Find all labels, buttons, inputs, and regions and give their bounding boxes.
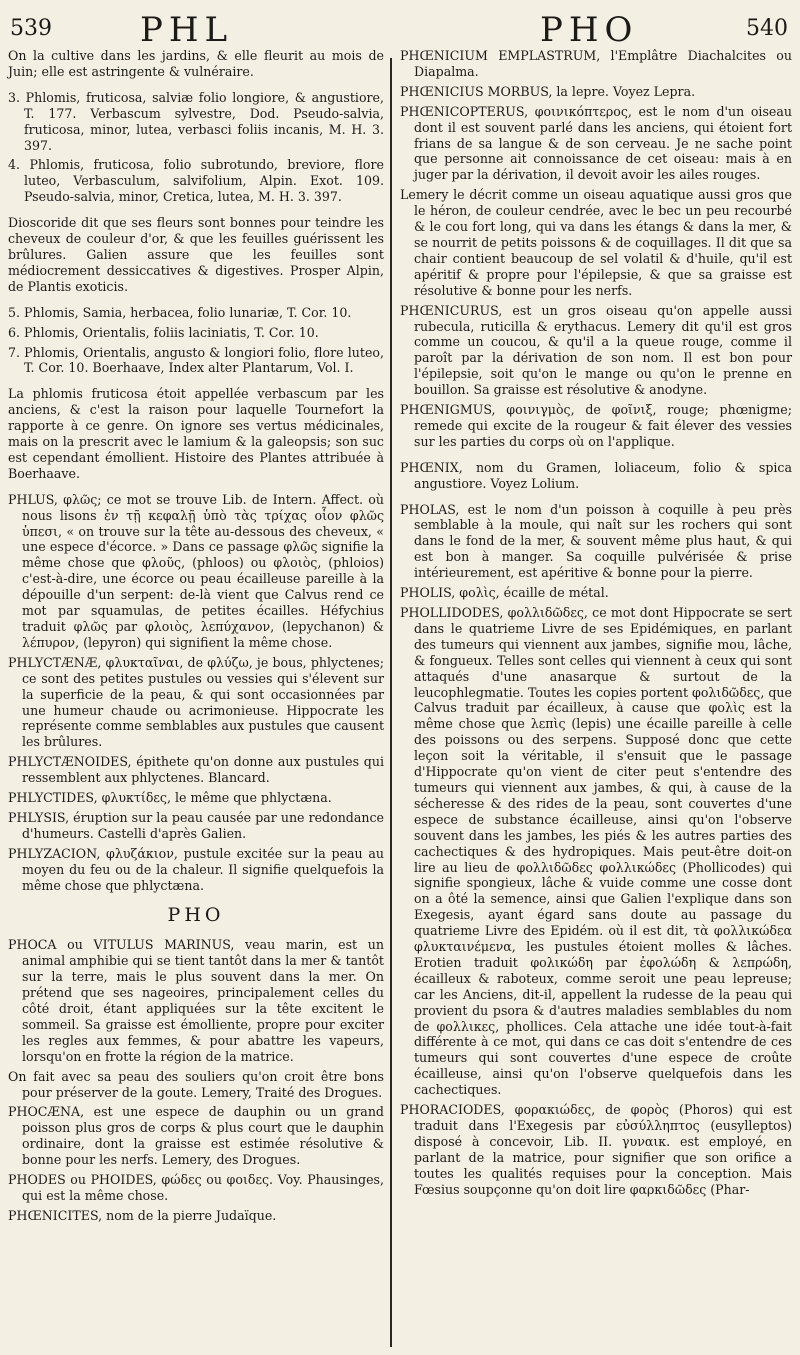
dictionary-entry: PHLYCTÆNOIDES, épithete qu'on donne aux pustules qui ressemblent aux phlyctenes. Blancard.	[8, 754, 384, 786]
dictionary-entry: PHŒNIGMUS, φοινιγμὸς, de φοῖνιξ, rouge; phœnigme; remede qui excite de la rougeur & fait élever des vessies sur les parties du corps où on l'applique.	[400, 402, 792, 449]
dictionary-entry: PHLYSIS, éruption sur la peau causée par une redondance d'humeurs. Castelli d'après Galien.	[8, 809, 384, 841]
dictionary-entry: PHŒNICOPTERUS, φοινικόπτερος, est le nom d'un oiseau dont il est souvent parlé dans les anciens, qui étoient fort frians de sa langue & de son cerveau. Je ne sache point que personne ait connoissance de cet oiseau: mais à en juger par la dérivation, il devoit avoir les ailes rouges.	[400, 103, 792, 183]
right-column	[400, 48, 792, 1202]
dictionary-entry: PHOLAS, est le nom d'un poisson à coquille à peu près semblable à la moule, qui naît sur les rochers qui sont dans le fond de la mer, & souvent même plus haut, & qui est bon à manger. Sa coquille pulvérisée & prise intérieurement, est apéritive & bonne pour la pierre.	[400, 501, 792, 581]
column-divider	[390, 58, 392, 1347]
dictionary-entry: PHŒNICIUM EMPLASTRUM, l'Emplâtre Diachalcites ou Diapalma.	[400, 48, 792, 79]
species-entry: 7. Phlomis, Orientalis, angusto & longiori folio, flore luteo, T. Cor. 10. Boerhaave, Index alter Plantarum, Vol. I.	[8, 344, 384, 376]
running-head-right: PHO	[540, 10, 639, 50]
dictionary-entry: PHŒNICIUS MORBUS, la lepre. Voyez Lepra.	[400, 83, 696, 99]
dictionary-entry: PHLYCTIDES, φλυκτίδες, le même que phlyctæna.	[8, 790, 332, 806]
entry-text: On fait avec sa peau des souliers qu'on croit être bons pour préserver de la goute. Lemery, Traité des Drogues.	[8, 1068, 384, 1100]
entry-text: La phlomis fruticosa étoit appellée verbascum par les anciens, & c'est la raison pour laquelle Tournefort la rapporte à ce genre. On ignore ses vertus médicinales, mais on la prescrit avec le lamium & la galeopsis; son suc est cependant émollient. Histoire des Plantes attribuée à Boerhaave.	[8, 386, 384, 481]
dictionary-entry: PHORACIODES, φορακιώδες, de φορὸς (Phoros) qui est traduit dans l'Exegesis par εὐσύλληπτος (eusylleptos) disposé à concevoir, Lib. II. γυναικ. est employé, en parlant de la matrice, pour signifier que son orifice a toutes les qualités requises pour la conception. Mais Fœsius soupçonne qu'on doit lire φαρκιδῶδες (Phar-	[400, 1102, 792, 1197]
dictionary-entry: PHŒNICITES, nom de la pierre Judaïque.	[8, 1207, 277, 1223]
dictionary-entry: PHOLIS, φολὶς, écaille de métal.	[400, 585, 609, 601]
species-entry: 5. Phlomis, Samia, herbacea, folio lunariæ, T. Cor. 10.	[8, 304, 352, 320]
dictionary-entry: PHODES ou PHOIDES, φώδες ou φοιδες. Voy. Phausinges, qui est la même chose.	[8, 1172, 384, 1203]
dictionary-entry: PHLYZACION, φλυζάκιον, pustule excitée sur la peau au moyen du feu ou de la chaleur. Il signifie quelquefois la même chose que phlyctæna.	[8, 845, 384, 893]
dictionary-entry: PHOCÆNA, est une espece de dauphin ou un grand poisson plus gros de corps & plus court que le dauphin ordinaire, dont la graisse est estimée résolutive & bonne pour les nerfs. Lemery, des Drogues.	[8, 1104, 384, 1168]
entry-text: Lemery le décrit comme un oiseau aquatique aussi gros que le héron, de couleur cendrée, avec le bec un peu recourbé & le cou fort long, qui va dans les étangs & dans la mer, & se nourrit de petits poissons & de coquillages. Il dit que sa chair contient beaucoup de sel volatil & d'huile, qu'il est apéritif & propre pour l'épilepsie, & que sa graisse est résolutive & bonne pour les nerfs.	[400, 187, 792, 298]
running-head-left: PHL	[140, 10, 234, 50]
dictionary-entry: PHOCA ou VITULUS MARINUS, veau marin, est un animal amphibie qui se tient tantôt dans la mer & tantôt sur la terre, mais le plus souvent dans la mer. On prétend que ses nageoires, principalement celles du côté droit, étant appliquées sur la tête excitent le sommeil. Sa graisse est émolliente, propre pour exciter les regles aux femmes, & pour abattre les vapeurs, lorsqu'on en frotte la région de la matrice.	[8, 937, 384, 1064]
dictionary-entry: PHOLLIDODES, φολλιδῶδες, ce mot dont Hippocrate se sert dans le quatrieme Livre de ses Epidémiques, en parlant des tumeurs qui viennent aux jambes, signifie mou, lâche, & fongueux. Telles sont celles qui viennent à ceux qui sont attaqués d'une anasarque & surtout de la leucophlegmatie. Toutes les copies portent φολιδῶδες, que Calvus traduit par écailleux, à cause que φολὶς est la même chose que λεπὶς (lepis) une écaille pareille à celle des poissons ou des serpens. Supposé donc que cette leçon soit la véritable, il s'ensuit que le passage d'Hippocrate qu'on vient de citer peut s'entendre des tumeurs qui viennent aux jambes, & qui, à cause de la sécheresse & des rides de la peau, sont couvertes d'une espece de substance écailleuse, ainsi qu'on l'observe souvent dans les jambes, les piés & les autres parties des cachectiques & des hydropiques. Mais peut-être doit-on lire au lieu de φολλιδῶδες φολλικώδες (Phollicodes) qui signifie spongieux, lâche & vuide comme une cosse dont on a ôté la semence, ainsi que Galien l'explique dans son Exegesis, ayant égard sans doute au passage du quatrieme Livre des Epidém. où il est dit, τὰ φολλικώδεα φλυκταινέμενα, les pustules étoient molles & lâches. Erotien traduit φολικώδη par ἐφολώδη & λεπρώδη, écailleux & raboteux, comme seroit une peau lepreuse; car les Anciens, dit-il, appellent la rudesse de la peau qui provient du psora & d'autres maladies semblables du nom de φολλικες, phollices. Cela attache une idée tout-à-fait différente à ce mot, qui dans ce cas doit s'entendre de ces tumeurs qui sont couvertes d'une espece de croûte écailleuse, ainsi qu'on l'observe quelquefois dans les cachectiques.	[400, 605, 792, 1098]
entry-text: Dioscoride dit que ses fleurs sont bonnes pour teindre les cheveux de couleur d'or, & que les feuilles guérissent les brûlures. Galien assure que les feuilles sont médiocrement dessiccatives & digestives. Prosper Alpin, de Plantis exoticis.	[8, 215, 384, 294]
section-heading: PHO	[167, 903, 225, 926]
dictionary-entry: PHLUS, φλῶς; ce mot se trouve Lib. de Intern. Affect. où nous lisons ἐν τῇ κεφαλῇ ὑπὸ τὰς τρίχας οἷον φλῶς ὑπεσι, « on trouve sur la tête au-dessous des cheveux, « une espece d'écorce. » Dans ce passage φλῶς signifie la même chose que φλοῦς, (phloos) ou φλοιὸς, (phloios) c'est-à-dire, une écorce ou peau écailleuse pareille à la dépouille d'un serpent: de-là vient que Calvus rend ce mot par squamulas, de petites écailles. Héfychius traduit φλῶς par φλοιὸς, λεπύχανον, (lepychanon) & λέπυρον, (lepyron) qui signifient la même chose.	[8, 491, 384, 650]
left-column	[8, 48, 384, 1228]
species-entry: 6. Phlomis, Orientalis, foliis laciniatis, T. Cor. 10.	[8, 324, 319, 340]
page-number-left: 539	[10, 16, 52, 41]
entry-text: On la cultive dans les jardins, & elle fleurit au mois de Juin; elle est astringente & vulnéraire.	[8, 48, 384, 79]
dictionary-entry: PHŒNIX, nom du Gramen, loliaceum, folio & spica angustiore. Voyez Lolium.	[400, 459, 792, 491]
species-entry: 4. Phlomis, fruticosa, folio subrotundo, breviore, flore luteo, Verbasculum, salvifolium, Alpin. Exot. 109. Pseudo-salvia, minor, Cretica, lutea, M. H. 3. 397.	[8, 157, 384, 205]
page-number-right: 540	[746, 16, 788, 41]
species-entry: 3. Phlomis, fruticosa, salviæ folio longiore, & angustiore, T. 177. Verbascum sylvestre, Dod. Pseudo-salvia, fruticosa, minor, lutea, verbasci foliis incanis, M. H. 3. 397.	[8, 89, 384, 153]
dictionary-entry: PHŒNICURUS, est un gros oiseau qu'on appelle aussi rubecula, ruticilla & erythacus. Lemery dit qu'il est gros comme un coucou, & qu'il a la queue rouge, comme il paroît par la dérivation de son nom. Il est bon pour l'épilepsie, soit qu'on le mange ou qu'on le prenne en bouillon. Sa graisse est résolutive & anodyne.	[400, 302, 792, 398]
dictionary-entry: PHLYCTÆNÆ, φλυκταῖναι, de φλύζω, je bous, phlyctenes; ce sont des petites pustules ou vessies qui s'élevent sur la superficie de la peau, & qui sont occasionnées par une humeur chaude ou acrimonieuse. Hippocrate les représente comme semblables aux pustules que causent les brûlures.	[8, 654, 384, 750]
